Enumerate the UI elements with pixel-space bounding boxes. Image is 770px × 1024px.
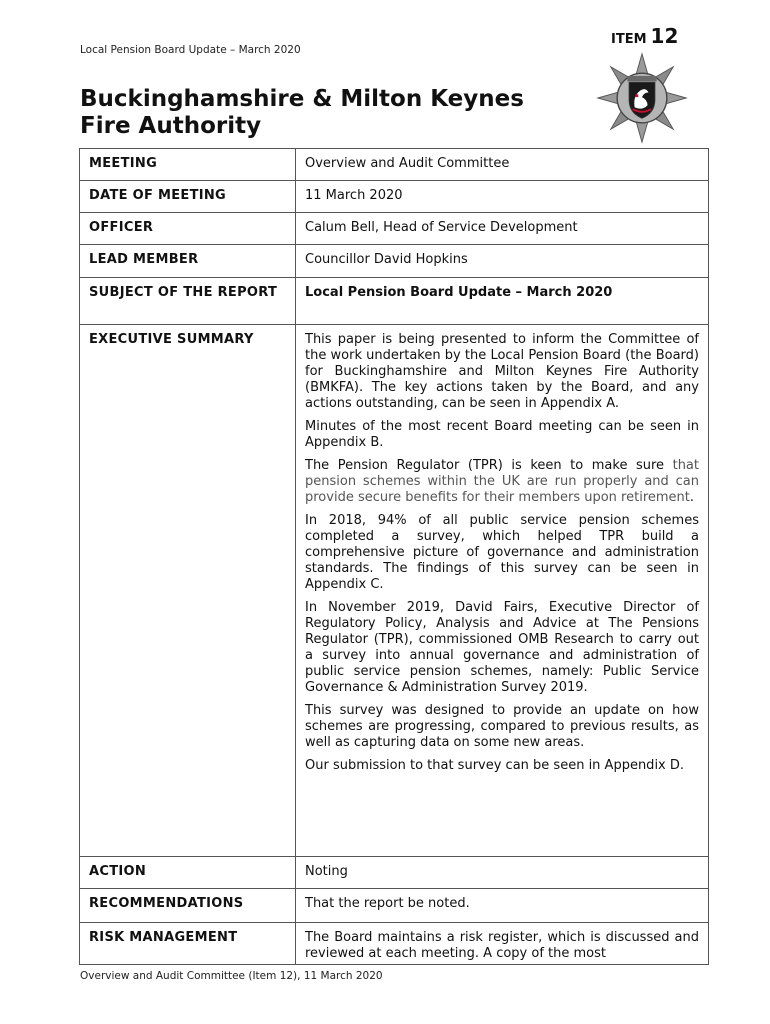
summary-paragraph-2: Minutes of the most recent Board meeting can be seen in Appendix B.: [305, 419, 699, 450]
running-header: Local Pension Board Update – March 2020: [80, 44, 301, 56]
date-label: DATE OF MEETING: [80, 181, 296, 213]
summary-paragraph-3-intro: The Pension Regulator (TPR) is keen to make sure: [305, 458, 673, 473]
action-label: ACTION: [80, 857, 296, 889]
meeting-label: MEETING: [80, 149, 296, 181]
page-footer: Overview and Audit Committee (Item 12), 11 March 2020: [80, 970, 383, 982]
table-row-lead-member: [80, 245, 709, 278]
summary-paragraph-4: In 2018, 94% of all public service pension schemes completed a survey, which helped TPR build a comprehensive picture of governance and administration standards. The findings of this survey can be seen in Appendix C.: [305, 513, 699, 592]
date-value: 11 March 2020: [296, 181, 709, 213]
table-row-meeting: [80, 149, 709, 181]
summary-paragraph-3-end: .: [689, 490, 695, 505]
officer-value: Calum Bell, Head of Service Development: [296, 213, 709, 245]
document-title: [80, 86, 580, 140]
summary-paragraph-1: This paper is being presented to inform the Committee of the work undertaken by the Local Pension Board (the Board) for Buckinghamshire and Milton Keynes Fire Authority (BMKFA). The key actions taken by the Board, and any actions outstanding, can be seen in Appendix A.: [305, 332, 699, 411]
title-line-2: Fire Authority: [80, 113, 262, 139]
table-row-date: [80, 181, 709, 213]
meeting-value: Overview and Audit Committee: [296, 149, 709, 181]
summary-paragraph-7: Our submission to that survey can be seen in Appendix D.: [305, 758, 685, 773]
officer-label: OFFICER: [80, 213, 296, 245]
summary-paragraph-3: [305, 458, 699, 506]
table-row-subject: [80, 278, 709, 325]
fire-authority-crest-icon: [596, 52, 688, 144]
action-value: Noting: [296, 857, 709, 889]
lead-member-value: Councillor David Hopkins: [296, 245, 709, 278]
summary-paragraph-5: In November 2019, David Fairs, Executive Director of Regulatory Policy, Analysis and Advice at The Pensions Regulator (TPR), commissioned OMB Research to carry out a survey into annual governance and administration of public service pension schemes, namely: Public Service Governance & Administration Survey 2019.: [305, 600, 699, 695]
recommendations-value: That the report be noted.: [296, 889, 709, 923]
item-label: ITEM: [611, 32, 647, 47]
table-row-action: [80, 857, 709, 889]
table-row-risk-management: [80, 923, 709, 965]
executive-summary-label: EXECUTIVE SUMMARY: [80, 325, 296, 857]
risk-management-label: RISK MANAGEMENT: [80, 923, 296, 965]
item-number: 12: [650, 24, 679, 48]
recommendations-label: RECOMMENDATIONS: [80, 889, 296, 923]
report-summary-table: [79, 148, 709, 965]
title-line-1: Buckinghamshire & Milton Keynes: [80, 86, 524, 112]
executive-summary-value: [296, 325, 709, 857]
summary-paragraph-3-quote: that pension schemes within the UK are run properly and can provide secure benefits for their members upon retirement: [305, 458, 699, 505]
lead-member-label: LEAD MEMBER: [80, 245, 296, 278]
item-number-label: [611, 24, 678, 48]
subject-label: SUBJECT OF THE REPORT: [80, 278, 296, 325]
table-row-executive-summary: [80, 325, 709, 857]
table-row-recommendations: [80, 889, 709, 923]
subject-value: Local Pension Board Update – March 2020: [296, 278, 709, 325]
summary-paragraph-6: This survey was designed to provide an update on how schemes are progressing, compared to previous results, as well as capturing data on some new areas.: [305, 703, 699, 750]
table-row-officer: [80, 213, 709, 245]
risk-management-value: The Board maintains a risk register, which is discussed and reviewed at each meeting. A copy of the most: [296, 923, 709, 965]
